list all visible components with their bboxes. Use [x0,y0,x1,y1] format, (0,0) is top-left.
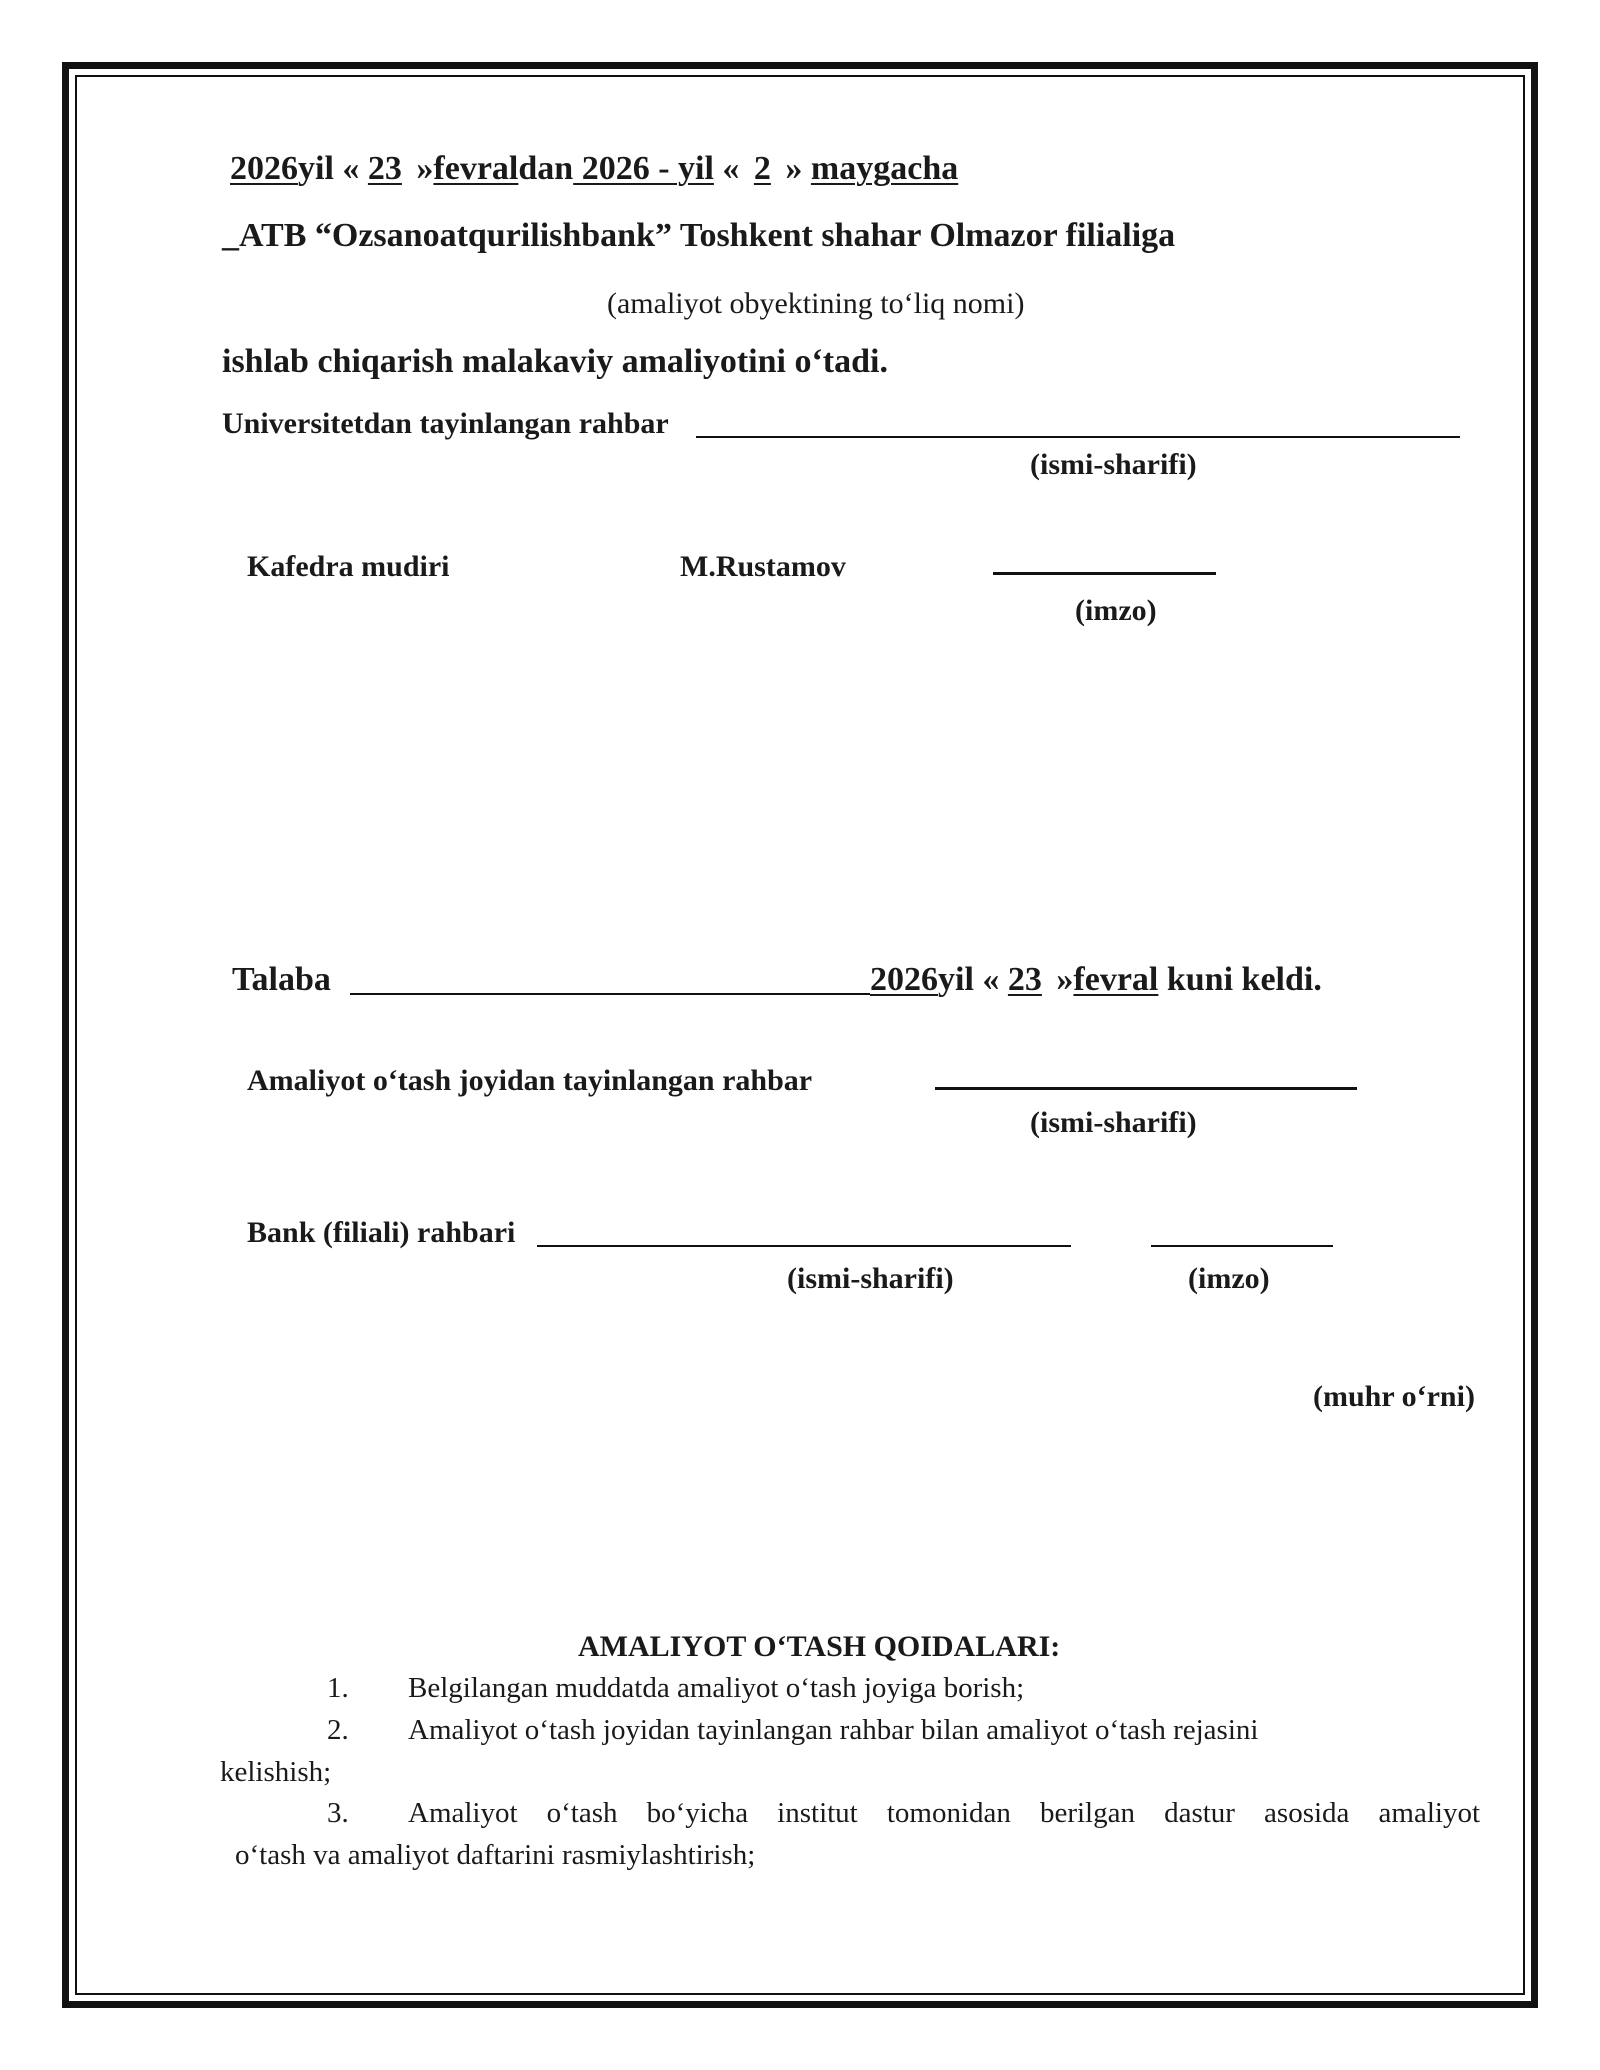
rule-text-2: Amaliyot o‘tash joyidan tayinlangan rahbar bilan amaliyot o‘tash rejasini [408,1714,1259,1746]
arrival-line [232,961,331,999]
site-supervisor-line [935,1087,1357,1090]
rule-text-3-cont: o‘tash va amaliyot daftarini rasmiylashtirish; [235,1839,756,1871]
bank-head-signature-caption: (imzo) [1188,1262,1270,1295]
arrival-month: fevral [1073,961,1159,998]
university-supervisor-label: Universitetdan tayinlangan rahbar [222,407,669,440]
stamp-caption: (muhr o‘rni) [1313,1380,1475,1413]
start-suffix: dan [518,150,574,187]
arrival-year: 2026 [870,961,938,998]
rule-number-2: 2. [327,1714,349,1746]
rule-text-2-cont: kelishish; [220,1756,332,1788]
start-month: fevral [433,150,519,187]
arrival-date [870,961,1322,999]
site-supervisor-caption: (ismi-sharifi) [1030,1106,1197,1139]
bank-head-name-caption: (ismi-sharifi) [787,1262,954,1295]
department-head-label: Kafedra mudiri [247,550,450,583]
end-month: maygacha [810,150,959,187]
quote-open-2: « [713,150,748,187]
organization-caption: (amaliyot obyektining to‘liq nomi) [607,287,1025,320]
department-signature-caption: (imzo) [1075,594,1157,627]
student-label: Talaba [232,961,331,998]
university-supervisor-line [696,436,1460,438]
arrival-day: 23 [1007,961,1042,998]
arrival-tail: kuni keldi. [1158,961,1322,998]
department-head-name: M.Rustamov [680,550,846,583]
bank-head-name-line [537,1245,1071,1247]
quote-open: « [333,150,368,187]
department-signature-line [993,572,1216,575]
practice-statement: ishlab chiqarish malakaviy amaliyotini o‘tadi. [222,343,888,380]
student-name-line [350,993,870,995]
organization-name: _ATB “Ozsanoatqurilishbank” Toshkent shahar Olmazor filialiga [222,217,1176,254]
rule-number-3: 3. [327,1797,349,1829]
arrival-quote-open: « [973,961,1008,998]
quote-close-2: » [776,150,811,187]
quote-close: » [407,150,434,187]
site-supervisor-label: Amaliyot o‘tash joyidan tayinlangan rahbar [247,1064,813,1097]
bank-head-label: Bank (filiali) rahbari [247,1216,516,1249]
rule-number-1: 1. [327,1672,349,1704]
bank-head-signature-line [1151,1245,1333,1247]
rules-title: AMALIYOT O‘TASH QOIDALARI: [578,1630,1061,1663]
end-day: 2 [753,150,771,187]
start-year: 2026 [230,150,298,187]
university-supervisor-caption: (ismi-sharifi) [1030,448,1197,481]
rule-text-3: Amaliyot o‘tash bo‘yicha institut tomonidan berilgan dastur asosida amaliyot [408,1797,1480,1829]
start-day: 23 [367,150,402,187]
rule-text-1: Belgilangan muddatda amaliyot o‘tash joyiga borish; [408,1672,1025,1704]
arrival-quote-close: » [1047,961,1074,998]
start-yil: yil [298,150,334,187]
period-line [222,150,958,188]
arrival-yil: yil [938,961,974,998]
end-year: 2026 - yil [573,150,714,187]
